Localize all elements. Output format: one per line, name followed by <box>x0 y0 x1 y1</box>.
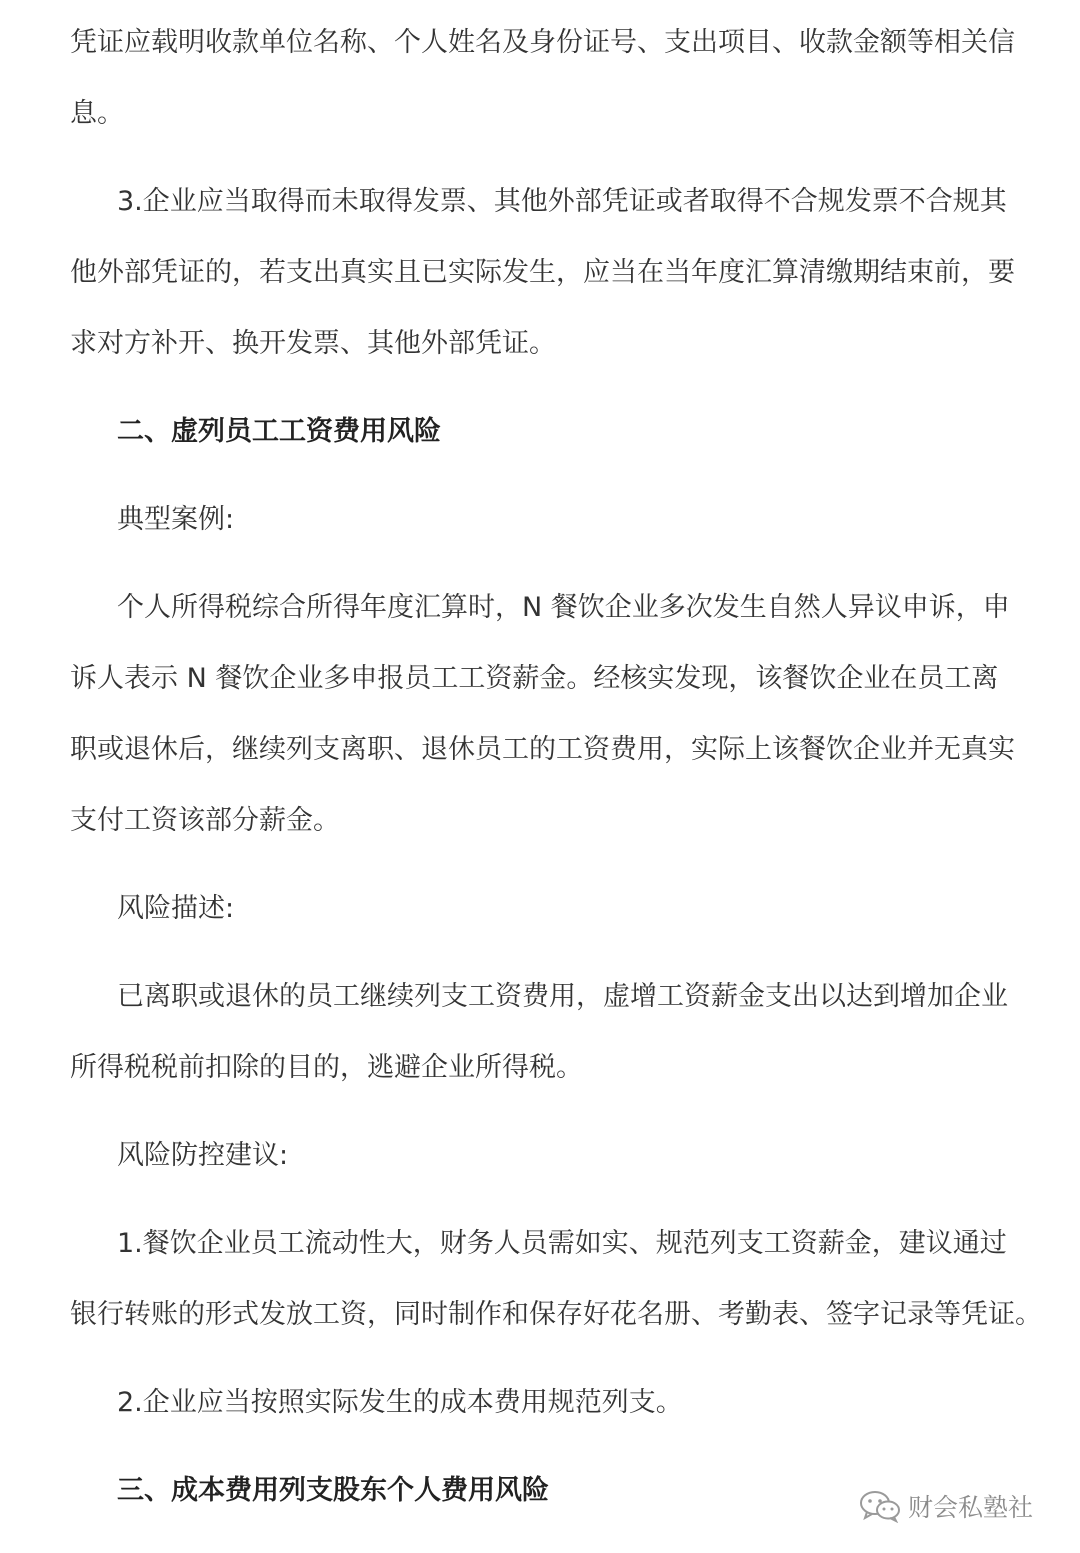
paragraph-line: 凭证应载明收款单位名称、个人姓名及身份证号、支出项目、收款金额等相关信 <box>70 27 1015 58</box>
paragraph-line: 1.餐饮企业员工流动性大，财务人员需如实、规范列支工资薪金，建议通过 <box>117 1228 1007 1259</box>
watermark-text: 财会私塾社 <box>908 1493 1034 1522</box>
paragraph-line: 职或退休后，继续列支离职、退休员工的工资费用，实际上该餐饮企业并无真实 <box>70 734 1015 765</box>
risk-label: 风险描述: <box>117 893 235 924</box>
advice-label: 风险防控建议: <box>117 1140 289 1171</box>
watermark <box>858 1486 1033 1526</box>
paragraph-line: 银行转账的形式发放工资，同时制作和保存好花名册、考勤表、签字记录等凭证。 <box>70 1299 1042 1330</box>
paragraph-line: 2.企业应当按照实际发生的成本费用规范列支。 <box>117 1387 683 1418</box>
paragraph-line: 他外部凭证的，若支出真实且已实际发生，应当在当年度汇算清缴期结束前，要 <box>70 257 1015 288</box>
paragraph-line: 3.企业应当取得而未取得发票、其他外部凭证或者取得不合规发票不合规其 <box>117 186 1007 217</box>
case-label: 典型案例: <box>117 504 235 535</box>
paragraph-line: 息。 <box>70 98 124 129</box>
paragraph-line: 所得税税前扣除的目的，逃避企业所得税。 <box>70 1052 583 1083</box>
section-heading: 三、成本费用列支股东个人费用风险 <box>117 1475 549 1506</box>
paragraph-line: 个人所得税综合所得年度汇算时，N 餐饮企业多次发生自然人异议申诉，申 <box>117 592 1010 623</box>
paragraph-line: 已离职或退休的员工继续列支工资费用，虚增工资薪金支出以达到增加企业 <box>117 981 1008 1012</box>
wechat-icon <box>858 1489 902 1523</box>
paragraph-line: 支付工资该部分薪金。 <box>70 805 340 836</box>
paragraph-line: 诉人表示 N 餐饮企业多申报员工工资薪金。经核实发现，该餐饮企业在员工离 <box>70 663 999 694</box>
section-heading: 二、虚列员工工资费用风险 <box>117 416 441 447</box>
paragraph-line: 求对方补开、换开发票、其他外部凭证。 <box>70 328 556 359</box>
